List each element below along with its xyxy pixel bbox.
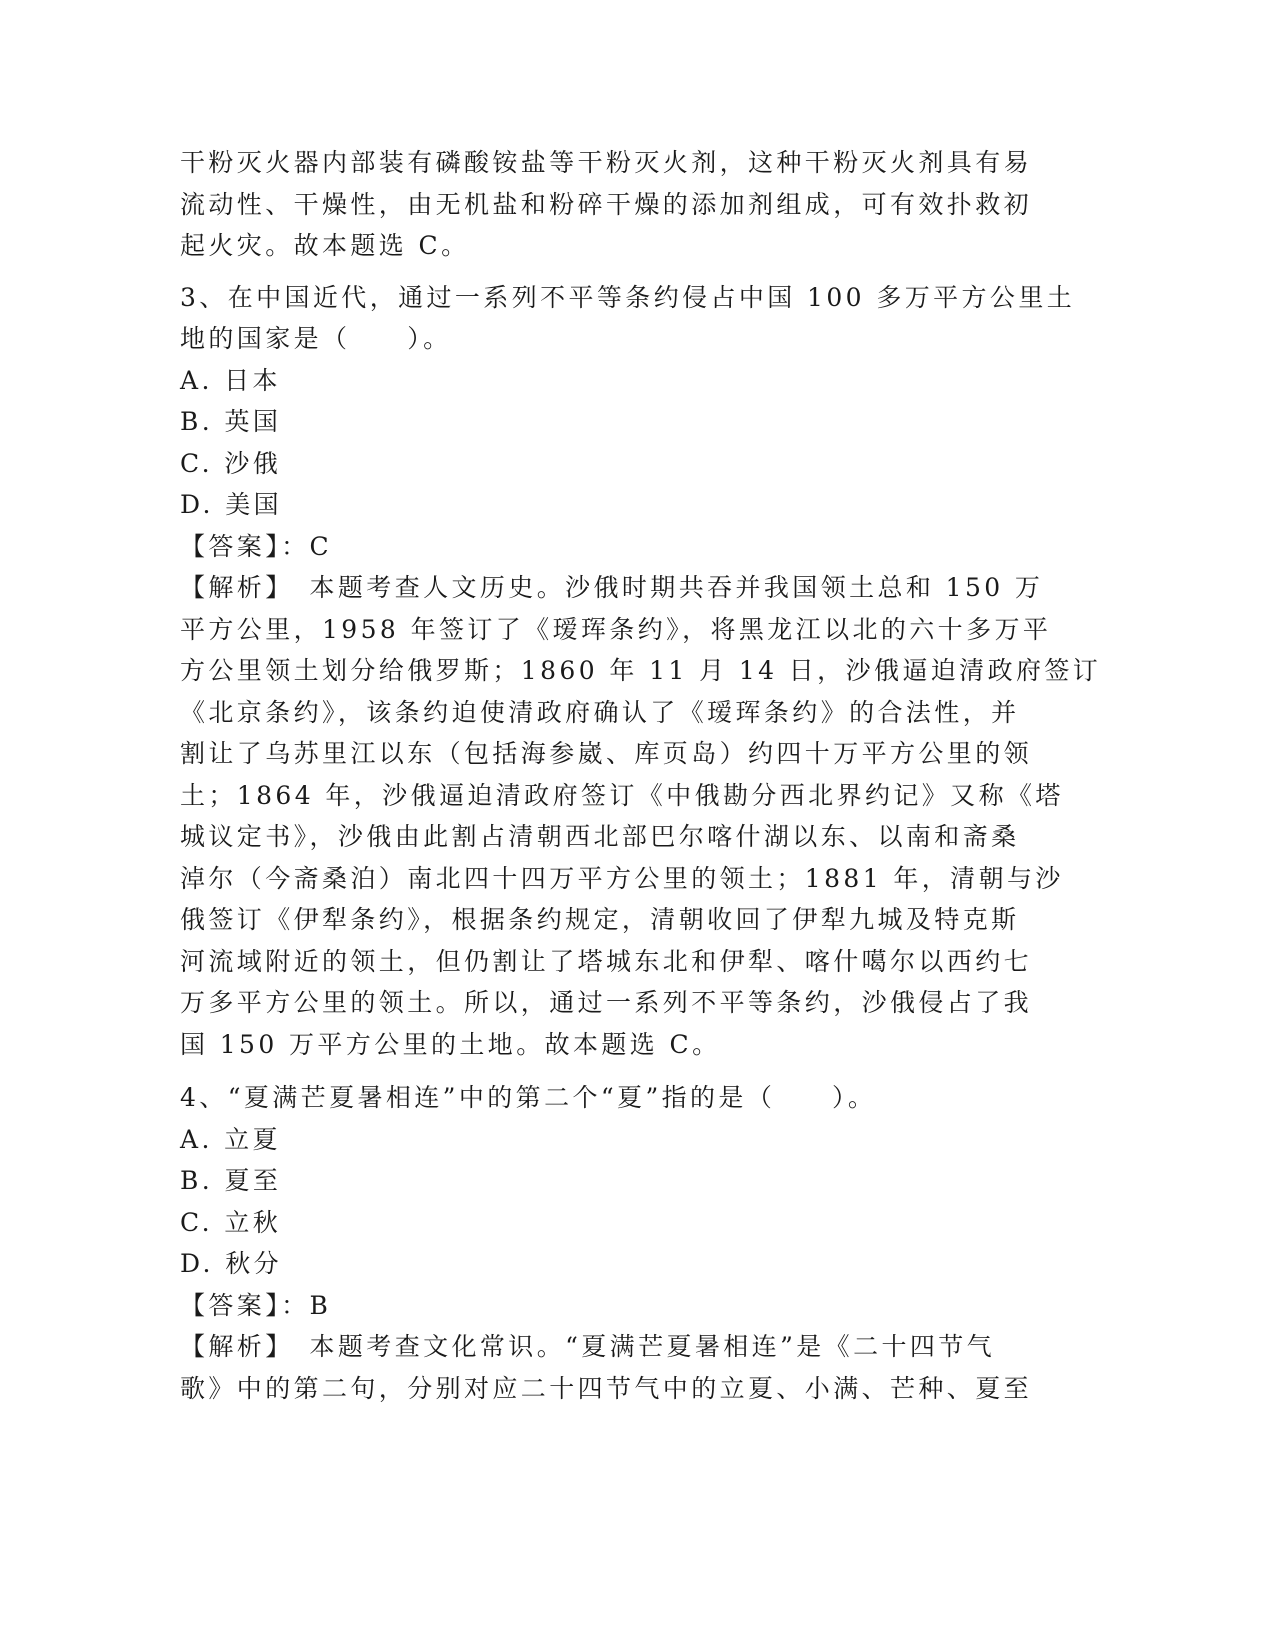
question-stem-line: 地的国家是（ ）。 [180, 324, 452, 353]
document-page [180, 142, 1102, 1409]
spacer [180, 267, 1040, 277]
option-b: B. 夏至 [180, 1166, 282, 1195]
option-a: A. 立夏 [180, 1124, 281, 1154]
option-c: C. 沙俄 [180, 448, 282, 478]
explanation-line: 万多平方公里的领土。所以，通过一系列不平等条约，沙俄侵占了我 [180, 988, 1033, 1017]
question-3 [180, 277, 1102, 1066]
option-a: A. 日本 [180, 365, 281, 395]
question-stem-line: 4、“夏满芒夏暑相连”中的第二个“夏”指的是（ ）。 [180, 1083, 877, 1112]
explanation-line: 土；1864 年，沙俄逼迫清政府签订《中俄勘分西北界约记》又称《塔 [180, 780, 1064, 810]
prev-explanation-line: 起火灾。故本题选 C。 [180, 231, 470, 260]
prev-explanation-line: 干粉灭火器内部装有磷酸铵盐等干粉灭火剂，这种干粉灭火剂具有易 [180, 148, 1033, 177]
explanation-line: 歌》中的第二句，分别对应二十四节气中的立夏、小满、芒种、夏至 [180, 1373, 1033, 1403]
question-stem-line: 3、在中国近代，通过一系列不平等条约侵占中国 100 多万平方公里土 [180, 282, 1076, 312]
option-c: C. 立秋 [180, 1207, 282, 1237]
question-4 [180, 1077, 1040, 1409]
spacer [180, 1065, 1040, 1077]
explanation-line: 割让了乌苏里江以东（包括海参崴、库页岛）约四十万平方公里的领 [180, 739, 1033, 768]
explanation-line: 【解析】 本题考查文化常识。“夏满芒夏暑相连”是《二十四节气 [180, 1332, 996, 1361]
answer-label: 【答案】：B [180, 1290, 332, 1320]
option-d: D. 美国 [180, 490, 283, 519]
explanation-line: 《北京条约》，该条约迫使清政府确认了《瑷珲条约》的合法性，并 [180, 697, 1020, 727]
explanation-line: 平方公里，1958 年签订了《瑷珲条约》，将黑龙江以北的六十多万平 [180, 614, 1052, 644]
prev-explanation [180, 142, 1040, 267]
explanation-line: 淖尔（今斋桑泊）南北四十四万平方公里的领土；1881 年，清朝与沙 [180, 863, 1064, 893]
option-d: D. 秋分 [180, 1249, 283, 1278]
explanation-line: 【解析】 本题考查人文历史。沙俄时期共吞并我国领土总和 150 万 [180, 573, 1044, 602]
explanation-line: 河流域附近的领土，但仍割让了塔城东北和伊犁、喀什噶尔以西约七 [180, 946, 1033, 976]
prev-explanation-line: 流动性、干燥性，由无机盐和粉碎干燥的添加剂组成，可有效扑救初 [180, 189, 1033, 219]
explanation-line: 国 150 万平方公里的土地。故本题选 C。 [180, 1029, 721, 1059]
explanation-line: 俄签订《伊犁条约》，根据条约规定，清朝收回了伊犁九城及特克斯 [180, 905, 1020, 934]
option-b: B. 英国 [180, 407, 282, 436]
explanation-line: 方公里领土划分给俄罗斯；1860 年 11 月 14 日，沙俄逼迫清政府签订 [180, 656, 1102, 685]
answer-label: 【答案】：C [180, 531, 333, 561]
explanation-line: 城议定书》，沙俄由此割占清朝西北部巴尔喀什湖以东、以南和斋桑 [180, 822, 1020, 851]
